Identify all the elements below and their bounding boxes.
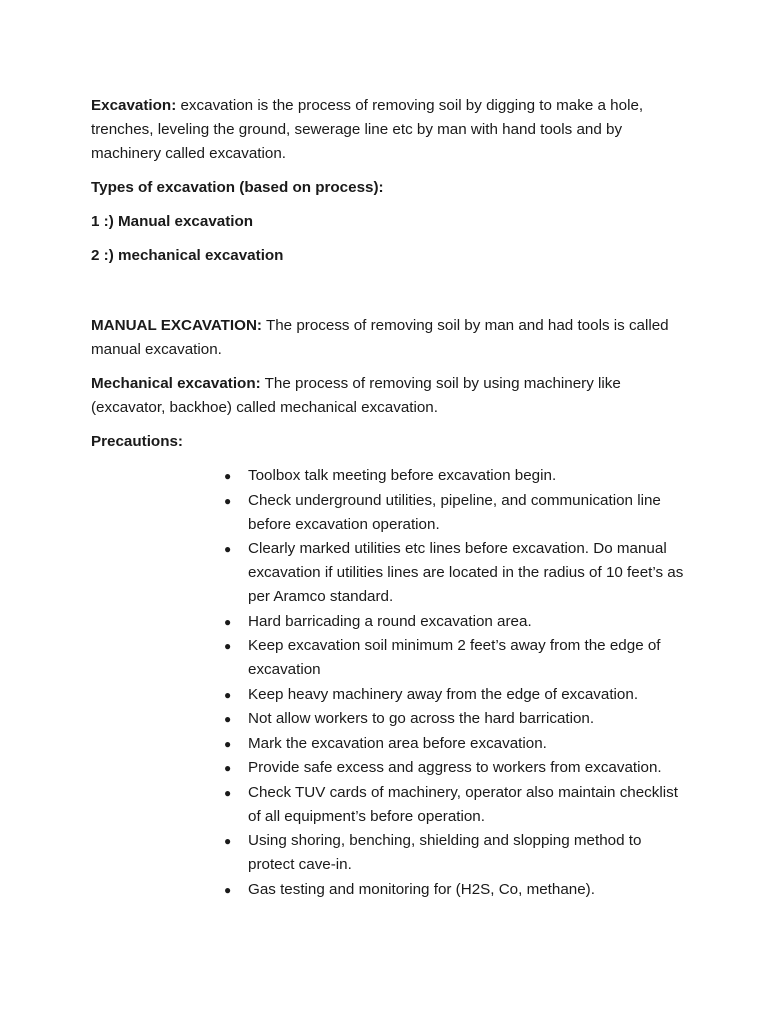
list-item <box>224 464 691 488</box>
list-item-text: Keep excavation soil minimum 2 feet’s away from the edge of excavation <box>248 637 661 678</box>
precautions-heading-text: Precautions: <box>91 433 183 450</box>
type-item-mechanical-text: 2 :) mechanical excavation <box>91 247 284 264</box>
type-item-manual <box>91 210 691 234</box>
list-item-text: Using shoring, benching, shielding and slopping method to protect cave-in. <box>248 832 642 873</box>
manual-excavation-definition <box>91 314 691 362</box>
list-item <box>224 707 691 731</box>
mechanical-excavation-text: The process of removing soil by using machinery like (excavator, backhoe) called mechanical excavation. <box>91 375 621 416</box>
document-body <box>91 94 691 902</box>
list-item-text: Provide safe excess and aggress to workers from excavation. <box>248 759 662 776</box>
list-item <box>224 756 691 780</box>
list-item-text: Check underground utilities, pipeline, and communication line before excavation operation. <box>248 491 661 533</box>
list-item-text: Check TUV cards of machinery, operator also maintain checklist of all equipment’s before operation. <box>248 783 678 825</box>
types-heading <box>91 176 691 200</box>
manual-excavation-term: MANUAL EXCAVATION: <box>91 317 262 334</box>
list-item <box>224 829 691 877</box>
bullet-icon: ● <box>224 736 232 751</box>
bullet-icon: ● <box>224 761 232 775</box>
list-item <box>224 489 691 537</box>
excavation-definition <box>91 94 691 166</box>
precautions-heading <box>91 430 691 454</box>
list-item <box>224 634 691 682</box>
type-item-mechanical <box>91 244 691 268</box>
mechanical-excavation-definition <box>91 372 691 420</box>
bullet-icon: ● <box>224 785 232 800</box>
list-item <box>224 732 691 756</box>
bullet-icon: ● <box>224 687 232 702</box>
bullet-icon: ● <box>224 834 232 848</box>
list-item-text: Not allow workers to go across the hard barrication. <box>248 710 595 727</box>
excavation-definition-text: excavation is the process of removing soil by digging to make a hole, trenches, leveling the ground, sewerage line etc by man with hand tools and by machinery called excavation. <box>91 97 644 162</box>
bullet-icon: ● <box>224 712 232 726</box>
list-item <box>224 878 691 902</box>
types-heading-text: Types of excavation (based on process): <box>91 179 384 196</box>
bullet-icon: ● <box>224 614 232 629</box>
list-item-text: Clearly marked utilities etc lines before excavation. Do manual excavation if utilities lines are located in the radius of 10 feet’s as per Aramco standard. <box>248 540 684 605</box>
list-item-text: Mark the excavation area before excavation. <box>248 734 547 752</box>
list-item <box>224 537 691 609</box>
bullet-icon: ● <box>224 493 232 508</box>
bullet-icon: ● <box>224 542 232 556</box>
list-item <box>224 610 691 634</box>
bullet-icon: ● <box>224 639 232 653</box>
bullet-icon: ● <box>224 882 232 897</box>
list-item <box>224 683 691 707</box>
list-item-text: Keep heavy machinery away from the edge of excavation. <box>248 685 639 703</box>
type-item-manual-text: 1 :) Manual excavation <box>91 213 254 230</box>
manual-excavation-text: The process of removing soil by man and had tools is called manual excavation. <box>91 317 669 358</box>
list-item-text: Gas testing and monitoring for (H2S, Co, methane). <box>248 880 595 898</box>
list-item-text: Toolbox talk meeting before excavation begin. <box>248 467 557 484</box>
precautions-list <box>91 464 691 902</box>
excavation-term: Excavation: <box>91 97 177 114</box>
bullet-icon: ● <box>224 469 232 483</box>
mechanical-excavation-term: Mechanical excavation: <box>91 375 261 392</box>
list-item-text: Hard barricading a round excavation area. <box>248 612 532 630</box>
list-item <box>224 781 691 829</box>
